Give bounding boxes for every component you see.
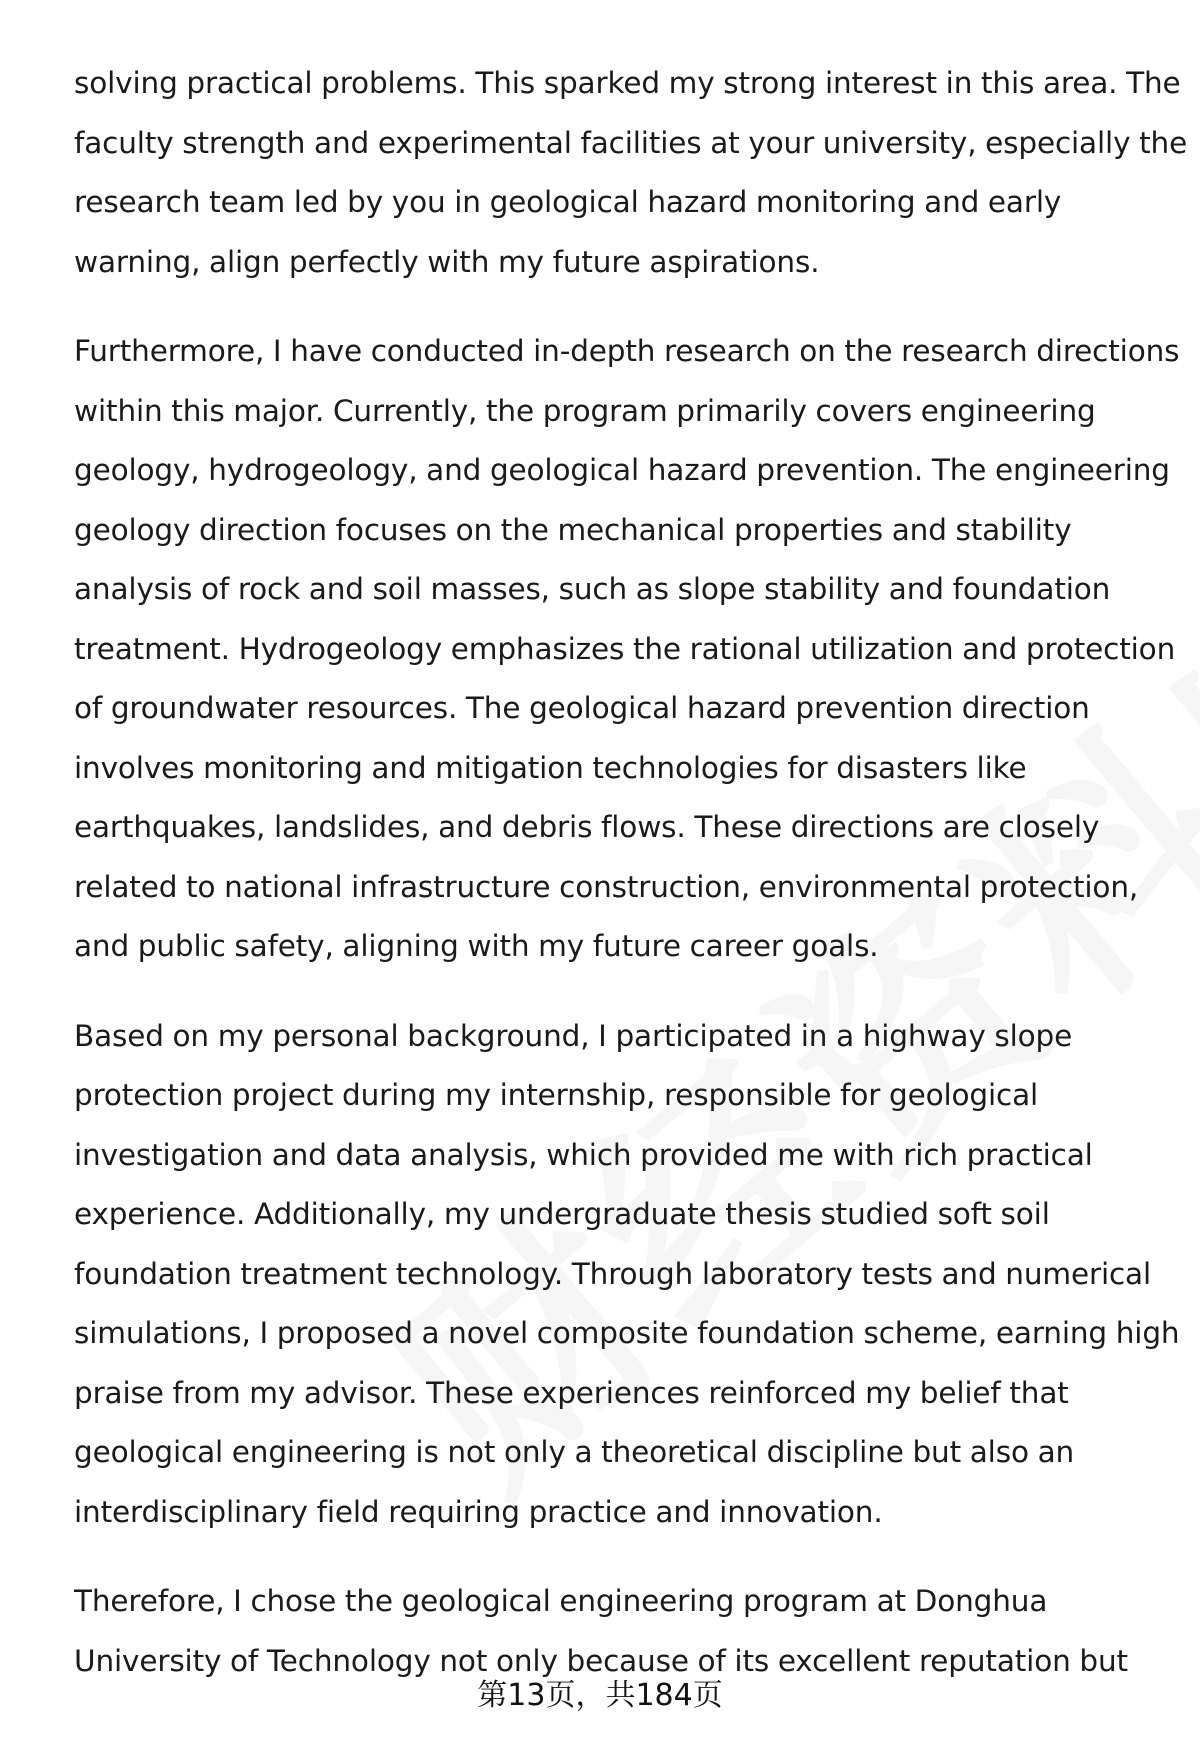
text-line: solving practical problems. This sparked my strong interest in this area. The	[74, 66, 1181, 100]
text-line: earthquakes, landslides, and debris flows. These directions are closely	[74, 810, 1100, 844]
text-line: faculty strength and experimental facilities at your university, especially the	[74, 125, 1188, 160]
text-line: related to national infrastructure construction, environmental protection,	[74, 869, 1139, 904]
text-line: geology direction focuses on the mechanical properties and stability	[74, 512, 1072, 547]
text-line: simulations, I proposed a novel composite foundation scheme, earning high	[74, 1316, 1180, 1350]
text-line: analysis of rock and soil masses, such as slope stability and foundation	[74, 572, 1111, 606]
text-line: geology, hydrogeology, and geological hazard prevention. The engineering	[74, 453, 1170, 487]
text-line: involves monitoring and mitigation technologies for disasters like	[74, 750, 1027, 785]
text-line: Based on my personal background, I participated in a highway slope	[74, 1018, 1073, 1053]
text-line: of groundwater resources. The geological hazard prevention direction	[74, 691, 1090, 725]
page-number-footer: 第13页，共184页	[477, 1678, 723, 1713]
paragraph-3	[74, 1007, 1180, 1543]
text-line: geological engineering is not only a theoretical discipline but also an	[74, 1435, 1075, 1469]
text-line: protection project during my internship, responsible for geological	[74, 1078, 1039, 1112]
text-line: investigation and data analysis, which provided me with rich practical	[74, 1137, 1093, 1172]
document-body	[74, 54, 1188, 1721]
text-line: praise from my advisor. These experiences reinforced my belief that	[74, 1375, 1069, 1410]
text-line: experience. Additionally, my undergraduate thesis studied soft soil	[74, 1197, 1050, 1231]
text-line: interdisciplinary field requiring practice and innovation.	[74, 1494, 883, 1529]
text-line: University of Technology not only because of its excellent reputation but	[74, 1643, 1128, 1678]
text-line: Furthermore, I have conducted in-depth research on the research directions	[74, 334, 1180, 368]
paragraph-1	[74, 54, 1188, 292]
text-line: warning, align perfectly with my future aspirations.	[74, 244, 820, 279]
text-line: research team led by you in geological hazard monitoring and early	[74, 185, 1062, 219]
text-line: within this major. Currently, the program primarily covers engineering	[74, 393, 1096, 428]
paragraph-2	[74, 322, 1180, 977]
text-line: and public safety, aligning with my future career goals.	[74, 929, 879, 963]
text-line: treatment. Hydrogeology emphasizes the rational utilization and protection	[74, 631, 1176, 666]
paragraph-4	[74, 1572, 1164, 1691]
text-line: Therefore, I chose the geological engineering program at Donghua	[74, 1584, 1048, 1618]
text-line: foundation treatment technology. Through laboratory tests and numerical	[74, 1256, 1152, 1291]
